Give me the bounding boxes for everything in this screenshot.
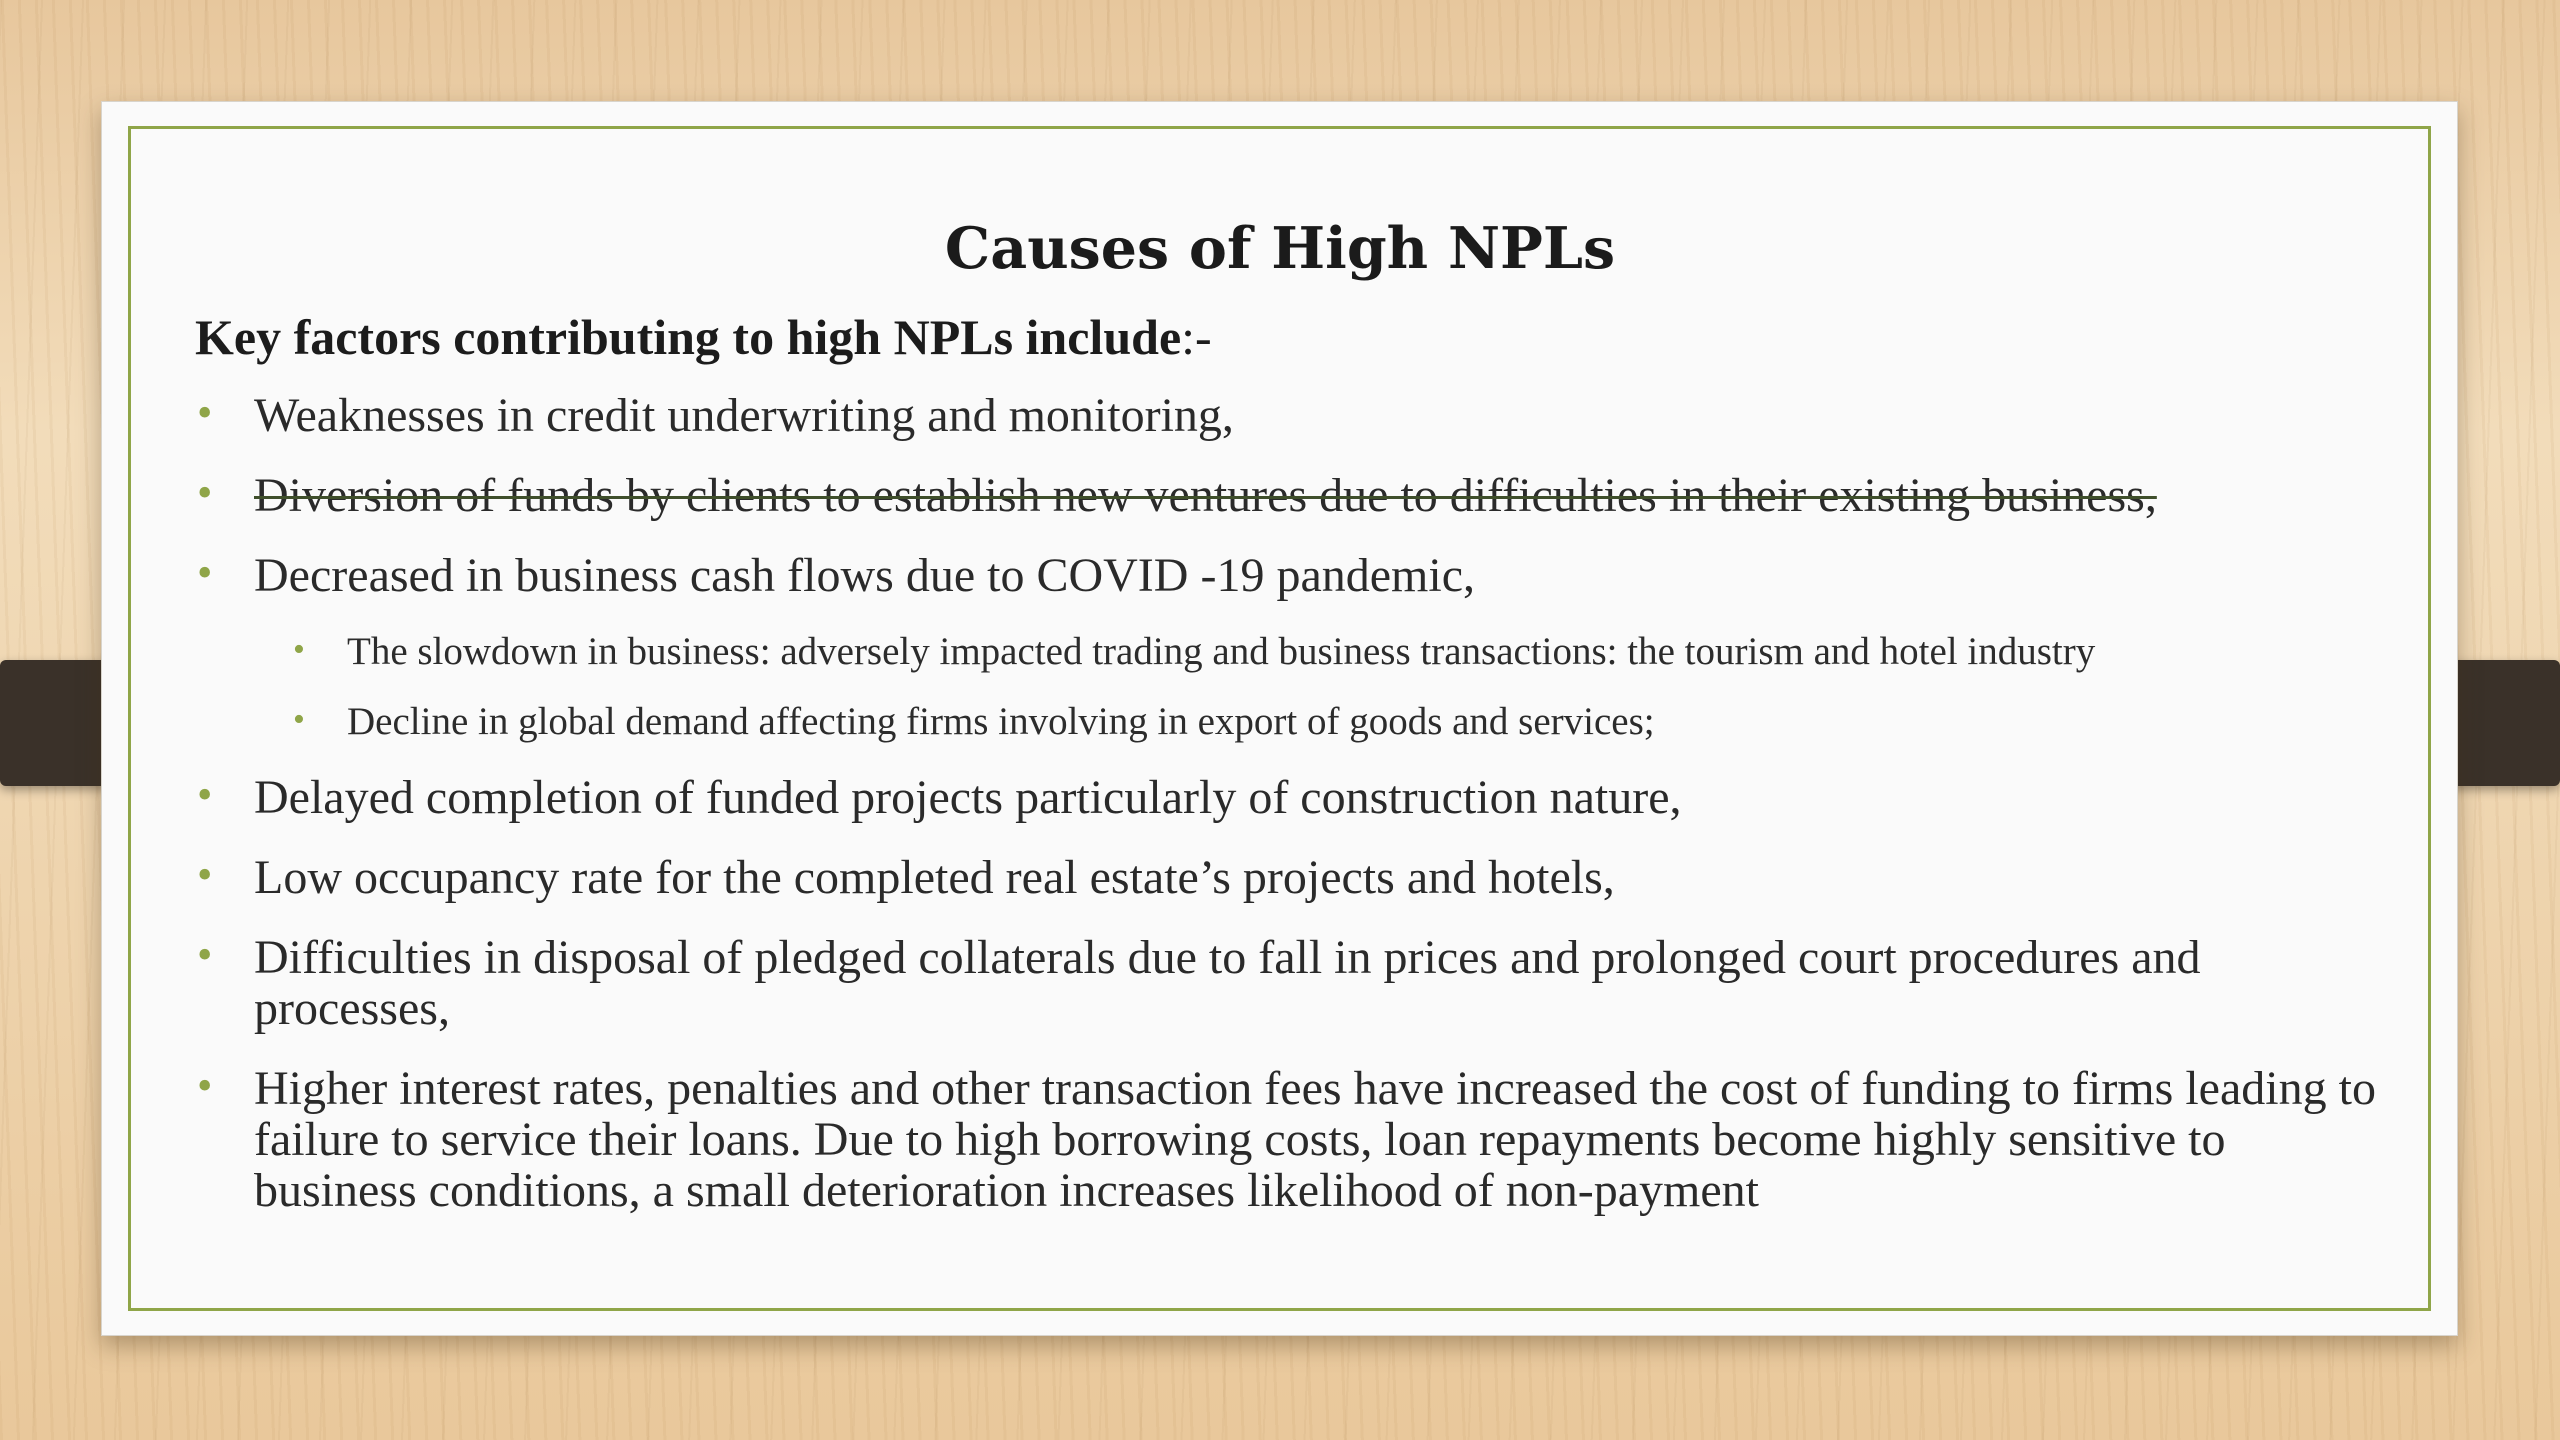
bullet-dot-icon: • [197,930,213,979]
bullet-dot-icon: • [197,850,213,899]
slide-title: Causes of High NPLs [944,215,1616,282]
bullet-text: Difficulties in disposal of pledged collaterals due to fall in prices and prolonged court procedures and processes, [254,931,2201,1035]
bullet-text: Higher interest rates, penalties and other transaction fees have increased the cost of funding to firms leading to failure to service their loans. Due to high borrowing costs, loan repayments become highly sensitive to business conditions, a small deterioration increases likelihood of non-payment [254,1062,2376,1217]
bullet-item [195,852,2385,903]
bullet-text: Decreased in business cash flows due to COVID -19 pandemic, [254,549,1476,602]
bullet-dot-icon: • [293,631,305,668]
bullet-dot-icon: • [197,548,213,597]
sub-bullet-item [291,630,2391,674]
bullet-text: Weaknesses in credit underwriting and monitoring, [254,389,1234,442]
bullet-dot-icon: • [197,388,213,437]
bullet-item [195,772,2385,823]
bullet-item [195,390,2385,441]
bullet-dot-icon: • [197,468,213,517]
intro-line [195,308,1212,366]
intro-tail-text: :- [1181,309,1212,365]
sub-bullet-text: The slowdown in business: adversely impacted trading and business transactions: the tourism and hotel industry [347,630,2096,673]
bullet-text: Low occupancy rate for the completed real estate’s projects and hotels, [254,851,1615,904]
bullet-item-struck [195,470,2385,521]
intro-bold-text: Key factors contributing to high NPLs include [195,309,1182,365]
bullet-item [195,1063,2385,1216]
bullet-text-strikethrough: Diversion of funds by clients to establish new ventures due to difficulties in their existing business, [254,469,2157,522]
bullet-text: Delayed completion of funded projects particularly of construction nature, [254,771,1682,824]
bullet-dot-icon: • [197,770,213,819]
sub-bullet-item [291,700,2391,744]
sub-bullet-text: Decline in global demand affecting firms involving in export of goods and services; [347,700,1655,743]
bullet-item [195,550,2385,601]
bullet-dot-icon: • [197,1061,213,1110]
bullet-item [195,932,2385,1034]
bullet-dot-icon: • [293,701,305,738]
